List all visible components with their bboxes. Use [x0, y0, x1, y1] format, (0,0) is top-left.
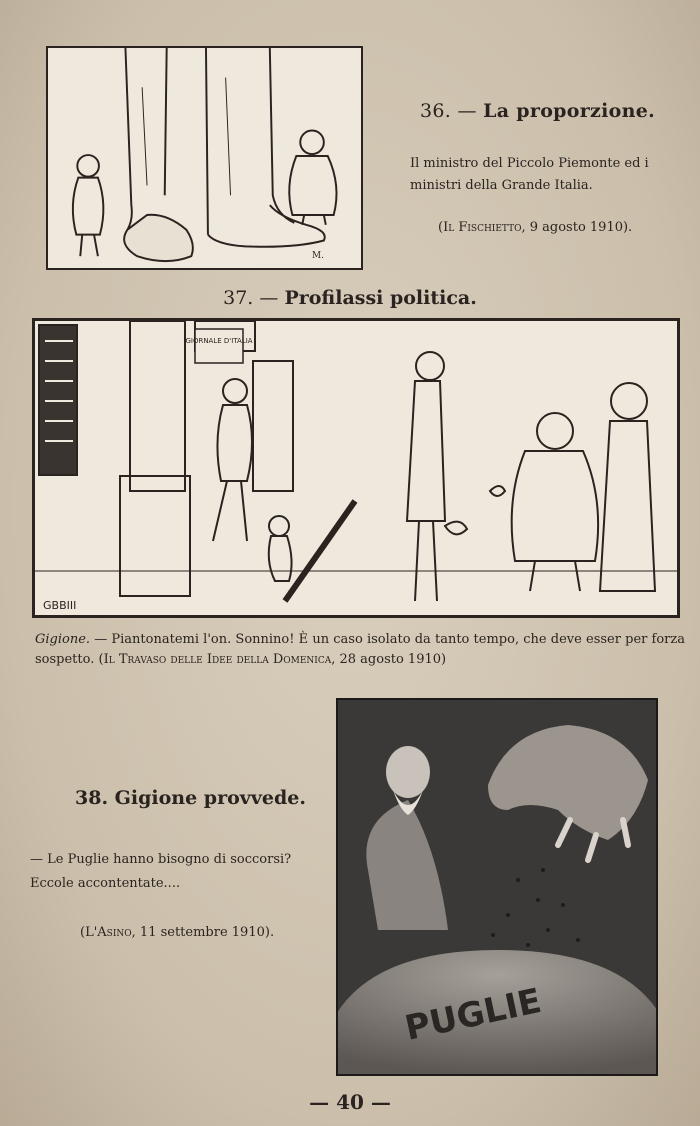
- giant-hand-drawing: [338, 700, 656, 1074]
- caption-speaker: Gigione.: [35, 632, 91, 647]
- cartoon-38-source: (L'Asino, 11 settembre 1910).: [80, 925, 275, 940]
- cartoon-36-number: 36. —: [420, 100, 477, 122]
- cartoon-36-source: (Il Fischietto, 9 agosto 1910).: [438, 220, 633, 235]
- cartoon-36-title: La proporzione.: [483, 100, 656, 122]
- newspaper-sign-text: GIORNALE D'ITALIA: [185, 337, 253, 345]
- cartoon-37-number: 37. —: [223, 287, 279, 309]
- cartoon-38-illustration: [336, 698, 658, 1076]
- cartoon-38-caption: — Le Puglie hanno bisogno di soccorsi? Eccole accontentate....: [30, 852, 292, 891]
- cartoon-37-title: Profilassi politica.: [284, 287, 477, 309]
- cartoon-37-heading: [0, 287, 700, 309]
- cartoon-36-heading: [420, 100, 655, 122]
- street-scene-drawing: [35, 321, 677, 615]
- cartoon-36-illustration: [46, 46, 363, 270]
- artist-signature: GBBIII: [43, 599, 77, 612]
- giant-legs-drawing: [48, 48, 361, 268]
- puglie-map-label: PUGLIE: [401, 980, 545, 1049]
- cartoon-37-caption: Gigione. — Piantonatemi l'on. Sonnino! È un caso isolato da tanto tempo, che deve esser per forza sospetto. (Il Travaso delle Idee della Domenica, 28 agosto 1910): [35, 632, 685, 667]
- svg-text:M.: M.: [312, 251, 324, 262]
- cartoon-38-title: 38. Gigione provvede.: [75, 787, 306, 809]
- page-number: — 40 —: [309, 1090, 391, 1114]
- cartoon-37-illustration: [32, 318, 680, 618]
- cartoon-36-caption: Il ministro del Piccolo Piemonte ed i ministri della Grande Italia.: [410, 156, 649, 193]
